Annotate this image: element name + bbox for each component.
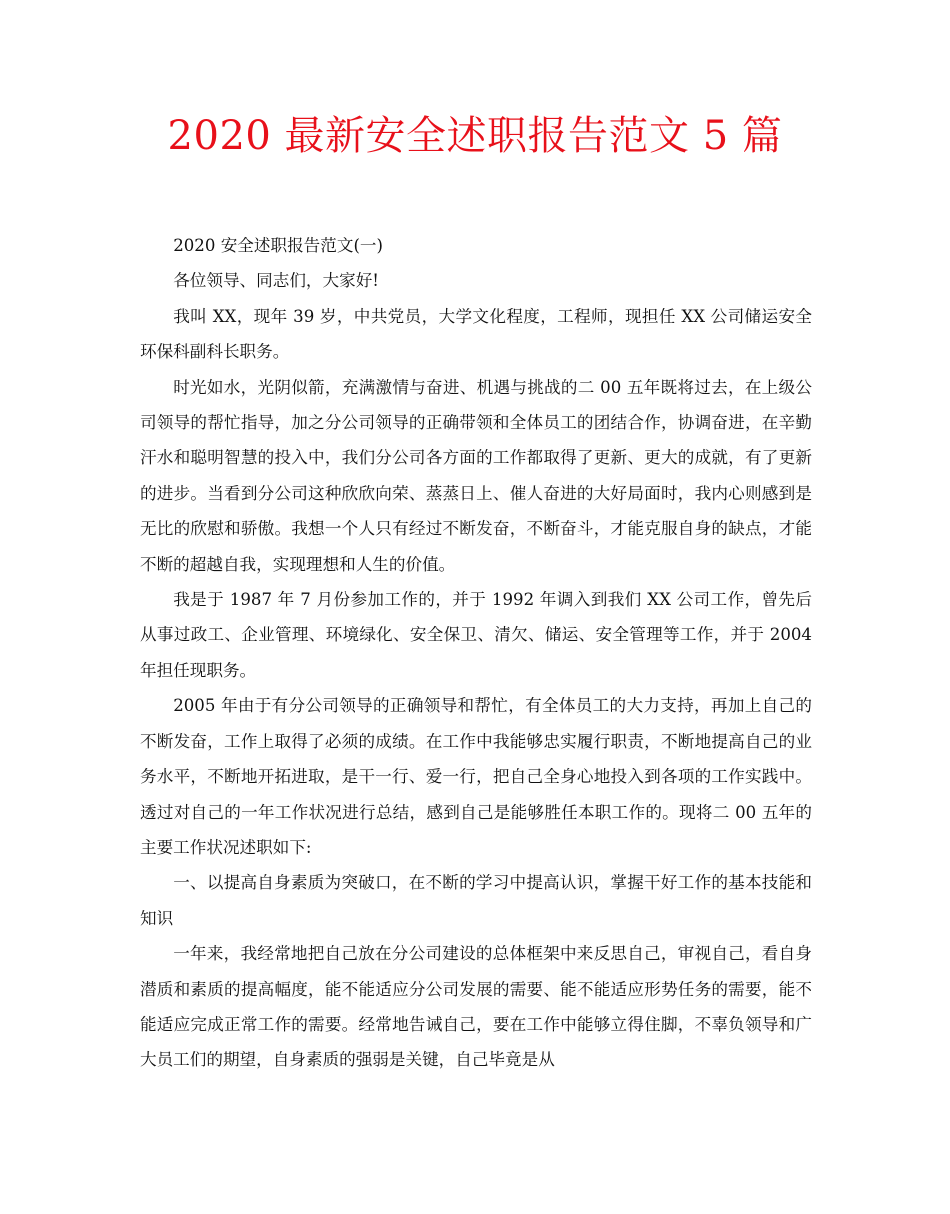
body-paragraph: 时光如水，光阴似箭，充满激情与奋进、机遇与挑战的二 00 五年既将过去，在上级公司领导的帮忙指导，加之分公司领导的正确带领和全体员工的团结合作，协调奋进，在辛勤汗水和聪明智慧的投入中，我们分公司各方面的工作都取得了更新、更大的成就，有了更新的进步。当看到分公司这种欣欣向荣、蒸蒸日上、催人奋进的大好局面时，我内心则感到是无比的欣慰和骄傲。我想一个人只有经过不断发奋，不断奋斗，才能克服自身的缺点，才能不断的超越自我，实现理想和人生的价值。 [140,377,812,574]
document-title: 2020 最新安全述职报告范文 5 篇 [167,113,783,159]
body-paragraph: 一年来，我经常地把自己放在分公司建设的总体框架中来反思自己，审视自己，看自身潜质和素质的提高幅度，能不能适应分公司发展的需要、能不能适应形势任务的需要，能不能适应完成正常工作的需要。经常地告诫自己，要在工作中能够立得住脚，不辜负领导和广大员工们的期望，自身素质的强弱是关键，自己毕竟是从 [140,944,812,1070]
greeting-paragraph: 各位领导、同志们，大家好! [173,271,379,291]
intro-paragraph: 我叫 XX，现年 39 岁，中共党员，大学文化程度，工程师，现担任 XX 公司储运安全环保科副科长职务。 [140,306,812,362]
document-body [140,228,812,1078]
section-heading: 2020 安全述职报告范文(一) [173,236,383,255]
body-paragraph: 我是于 1987 年 7 月份参加工作的，并于 1992 年调入到我们 XX 公司工作，曾先后从事过政工、企业管理、环境绿化、安全保卫、清欠、储运、安全管理等工作，并于 2004 年担任现职务。 [140,590,812,680]
numbered-heading-paragraph: 一、以提高自身素质为突破口，在不断的学习中提高认识，掌握干好工作的基本技能和知识 [140,873,812,928]
body-paragraph: 2005 年由于有分公司领导的正确领导和帮忙，有全体员工的大力支持，再加上自己的不断发奋，工作上取得了必须的成绩。在工作中我能够忠实履行职责，不断地提高自己的业务水平，不断地开拓进取，是干一行、爱一行，把自己全身心地投入到各项的工作实践中。透过对自己的一年工作状况进行总结，感到自己是能够胜任本职工作的。现将二 00 五年的主要工作状况述职如下: [140,696,812,857]
